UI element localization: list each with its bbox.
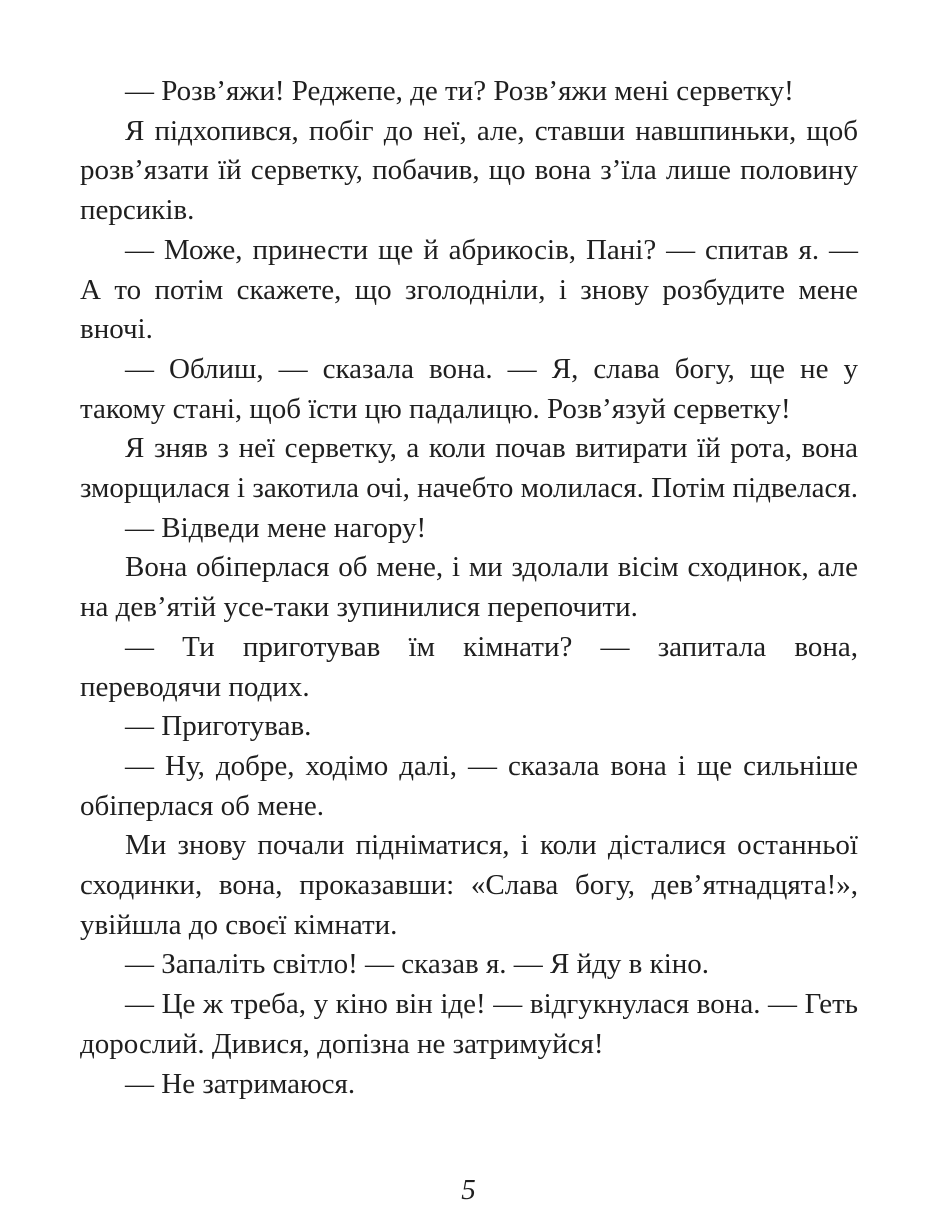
- paragraph: — Не затримаюся.: [125, 1067, 356, 1100]
- paragraph: Вона обіперлася об мене, і ми здолали вісім сходинок, але на дев’ятій усе-таки зупинилися перепочити.: [80, 551, 858, 624]
- paragraph: — Облиш, — сказала вона. — Я, слава богу, ще не у такому стані, щоб їсти цю падалицю. Розв’язуй серветку!: [80, 352, 858, 425]
- paragraph: Я зняв з неї серветку, а коли почав витирати їй рота, вона зморщилася і закотила очі, начебто молилася. Потім підвелася.: [80, 432, 859, 505]
- paragraph: — Запаліть світло! — сказав я. — Я йду в кіно.: [125, 948, 710, 981]
- paragraph: — Ти приготував їм кімнати? — запитала вона, переводячи подих.: [80, 630, 858, 703]
- paragraph: — Це ж треба, у кіно він іде! — відгукнулася вона. — Геть дорослий. Дивися, допізна не затримуйся!: [80, 988, 858, 1060]
- paragraph: — Розв’яжи! Реджепе, де ти? Розв’яжи мені серветку!: [125, 75, 794, 107]
- paragraph: Ми знову почали підніматися, і коли дісталися останньої сходинки, вона, проказавши: «Слава богу, дев’ятнадцята!», увійшла до своєї кімнати.: [80, 829, 858, 941]
- paragraph: — Ну, добре, ходімо далі, — сказала вона і ще сильніше обіперлася об мене.: [80, 749, 858, 822]
- paragraph: — Відведи мене нагору!: [125, 511, 427, 544]
- page-number: 5: [461, 1174, 476, 1206]
- paragraph: Я підхопився, побіг до неї, але, ставши навшпиньки, щоб розв’язати їй серветку, побачив, що вона з’їла лише половину персиків.: [80, 114, 858, 227]
- paragraph: — Приготував.: [125, 710, 312, 743]
- paragraph: — Може, принести ще й абрикосів, Пані? — спитав я. — А то потім скажете, що зголодніли, і знову розбудите мене вночі.: [80, 233, 858, 346]
- page-body-text: [80, 72, 858, 1104]
